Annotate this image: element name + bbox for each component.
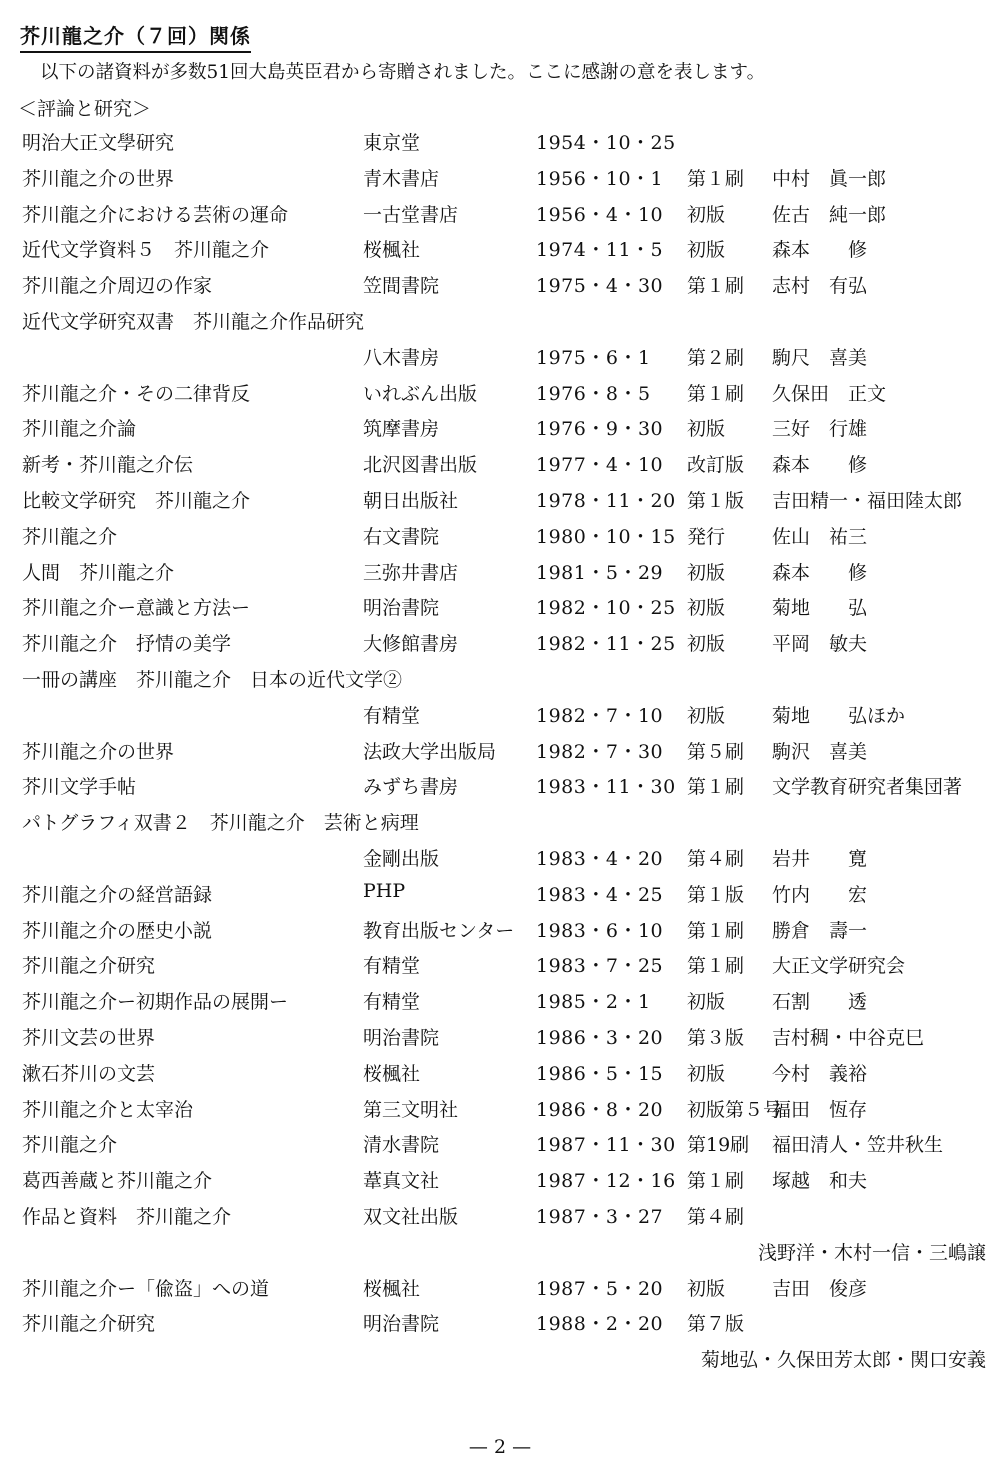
book-publisher: 北沢図書出版 — [363, 454, 478, 477]
book-author: 久保田 正文 — [772, 382, 887, 405]
book-date: 1983・4・25 — [536, 883, 664, 906]
book-publisher: 第三文明社 — [363, 1098, 459, 1121]
book-edition: 初版 — [687, 633, 726, 656]
book-publisher: 教育出版センター — [363, 919, 515, 942]
book-publisher: 桜楓社 — [363, 1062, 421, 1085]
book-edition: 第１刷 — [687, 1170, 745, 1193]
book-row — [0, 339, 1000, 375]
book-publisher: PHP — [363, 879, 406, 902]
book-row — [0, 1019, 1000, 1055]
book-publisher: 一古堂書店 — [363, 203, 459, 226]
book-title: 葛西善蔵と芥川龍之介 — [22, 1170, 213, 1193]
book-date: 1978・11・20 — [536, 489, 676, 512]
book-title: 芥川龍之介の世界 — [22, 740, 175, 763]
book-publisher: 大修館書房 — [363, 633, 459, 656]
book-date: 1981・5・29 — [536, 561, 664, 584]
book-title: 一冊の講座 芥川龍之介 日本の近代文学② — [22, 668, 403, 691]
book-publisher: 明治書院 — [363, 1026, 440, 1049]
book-row — [0, 375, 1000, 411]
book-title: 芥川龍之介研究 — [22, 955, 156, 978]
book-date: 1988・2・20 — [536, 1313, 664, 1336]
book-title: 芥川龍之介ー意識と方法ー — [22, 597, 251, 620]
book-row — [0, 124, 1000, 160]
book-author: 菊地 弘 — [772, 597, 868, 620]
book-publisher: 法政大学出版局 — [363, 740, 497, 763]
book-row — [0, 446, 1000, 482]
book-date: 1983・4・20 — [536, 847, 664, 870]
book-author: 菊地弘・久保田芳太郎・関口安義 — [700, 1349, 986, 1372]
book-author: 大正文学研究会 — [772, 955, 906, 978]
author-continuation-row — [0, 1234, 1000, 1270]
book-edition: 初版 — [687, 1062, 726, 1085]
book-edition: 初版 — [687, 561, 726, 584]
book-date: 1982・10・25 — [536, 597, 676, 620]
book-row — [0, 661, 1000, 697]
book-publisher: 右文書院 — [363, 525, 440, 548]
book-row — [0, 160, 1000, 196]
book-date: 1983・7・25 — [536, 955, 664, 978]
book-edition: 第１刷 — [687, 776, 745, 799]
book-publisher: 有精堂 — [363, 704, 421, 727]
book-date: 1983・11・30 — [536, 776, 676, 799]
book-row — [0, 410, 1000, 446]
book-publisher: 東京堂 — [363, 132, 421, 154]
book-edition: 初版 — [687, 418, 726, 441]
book-title: 芥川文芸の世界 — [22, 1026, 156, 1049]
book-author: 平岡 敏夫 — [772, 633, 868, 656]
book-author: 駒尺 喜美 — [772, 346, 868, 369]
book-edition: 初版第５号 — [687, 1098, 783, 1121]
book-publisher: 三弥井書店 — [363, 561, 459, 584]
book-author: 森本 修 — [772, 454, 868, 477]
book-edition: 第１版 — [687, 883, 745, 906]
book-author: 吉田精一・福田陸太郎 — [772, 489, 963, 512]
book-edition: 初版 — [687, 704, 726, 727]
book-row — [0, 804, 1000, 840]
book-publisher: 明治書院 — [363, 1313, 440, 1336]
section-heading: ＜評論と研究＞ — [18, 98, 152, 120]
book-title: 芥川龍之介ー初期作品の展開ー — [22, 991, 289, 1014]
book-row — [0, 196, 1000, 232]
book-author: 福田清人・笠井秋生 — [772, 1134, 944, 1157]
book-publisher: 桜楓社 — [363, 1277, 421, 1300]
book-date: 1982・7・10 — [536, 704, 664, 727]
book-edition: 第１刷 — [687, 955, 745, 978]
book-author: 吉村稠・中谷克巳 — [772, 1026, 925, 1049]
book-date: 1977・4・10 — [536, 454, 664, 477]
book-title: 芥川龍之介研究 — [22, 1313, 156, 1336]
book-row — [0, 1198, 1000, 1234]
book-row — [0, 912, 1000, 948]
book-edition: 初版 — [687, 991, 726, 1014]
book-publisher: 金剛出版 — [363, 847, 440, 870]
book-author: 吉田 俊彦 — [772, 1277, 868, 1300]
book-date: 1983・6・10 — [536, 919, 664, 942]
book-edition: 初版 — [687, 597, 726, 620]
book-date: 1956・10・1 — [536, 167, 664, 190]
book-title: 芥川龍之介の経営語録 — [22, 883, 213, 906]
book-author: 竹内 宏 — [772, 883, 868, 906]
book-author: 駒沢 喜美 — [772, 740, 868, 763]
book-publisher: 有精堂 — [363, 955, 421, 978]
book-author: 志村 有弘 — [772, 275, 868, 298]
book-publisher: 清水書院 — [363, 1134, 440, 1157]
book-publisher: 葦真文社 — [363, 1170, 440, 1193]
book-edition: 第１刷 — [687, 382, 745, 405]
book-date: 1987・11・30 — [536, 1134, 676, 1157]
book-row — [0, 1270, 1000, 1306]
book-author: 勝倉 壽一 — [772, 919, 868, 942]
book-author: 森本 修 — [772, 239, 868, 262]
book-publisher: 有精堂 — [363, 991, 421, 1014]
book-date: 1985・2・1 — [536, 991, 651, 1014]
book-author: 福田 恆存 — [772, 1098, 868, 1121]
book-edition: 改訂版 — [687, 454, 745, 477]
book-title: 近代文学資料５ 芥川龍之介 — [22, 239, 270, 262]
book-row — [0, 1162, 1000, 1198]
book-author: 佐古 純一郎 — [772, 203, 887, 226]
book-title: 作品と資料 芥川龍之介 — [22, 1205, 232, 1228]
book-row — [0, 840, 1000, 876]
book-publisher: 青木書店 — [363, 167, 440, 190]
book-edition: 初版 — [687, 239, 726, 262]
book-edition: 第４刷 — [687, 847, 745, 870]
book-edition: 第３版 — [687, 1026, 745, 1049]
book-publisher: 八木書房 — [363, 346, 440, 369]
book-date: 1975・4・30 — [536, 275, 664, 298]
book-author: 文学教育研究者集団著 — [772, 776, 963, 799]
book-row — [0, 231, 1000, 267]
book-date: 1987・3・27 — [536, 1205, 664, 1228]
book-publisher: 双文社出版 — [363, 1205, 459, 1228]
book-author: 石割 透 — [772, 991, 868, 1014]
book-date: 1974・11・5 — [536, 239, 664, 262]
book-title: 芥川龍之介 — [22, 525, 118, 548]
book-title: 芥川龍之介の世界 — [22, 167, 175, 190]
page-number: — 2 — — [468, 1436, 532, 1458]
book-author: 佐山 祐三 — [772, 525, 868, 548]
book-author: 今村 義裕 — [772, 1062, 868, 1085]
book-author: 浅野洋・木村一信・三嶋譲 — [757, 1241, 986, 1264]
book-date: 1954・10・25 — [536, 132, 676, 154]
book-edition: 初版 — [687, 1277, 726, 1300]
book-title: 近代文学研究双書 芥川龍之介作品研究 — [22, 310, 365, 333]
book-edition: 第２刷 — [687, 346, 745, 369]
book-row — [0, 303, 1000, 339]
book-date: 1982・7・30 — [536, 740, 664, 763]
book-row — [0, 267, 1000, 303]
book-row — [0, 768, 1000, 804]
book-title: 芥川龍之介 — [22, 1134, 118, 1157]
book-row — [0, 1091, 1000, 1127]
book-row — [0, 1055, 1000, 1091]
book-row — [0, 1126, 1000, 1162]
book-title: 芥川龍之介 抒情の美学 — [22, 633, 232, 656]
book-author: 森本 修 — [772, 561, 868, 584]
book-edition: 第７版 — [687, 1313, 745, 1336]
book-title: 芥川龍之介ー「偸盗」への道 — [22, 1277, 270, 1300]
book-date: 1956・4・10 — [536, 203, 664, 226]
book-edition: 第１版 — [687, 489, 745, 512]
book-row — [0, 947, 1000, 983]
book-author: 岩井 寛 — [772, 847, 868, 870]
book-date: 1986・5・15 — [536, 1062, 664, 1085]
book-title: 人間 芥川龍之介 — [22, 561, 175, 584]
book-title: 芥川龍之介における芸術の運命 — [22, 203, 289, 226]
book-row — [0, 589, 1000, 625]
book-row — [0, 482, 1000, 518]
book-row — [0, 554, 1000, 590]
book-title: パトグラフィ双書２ 芥川龍之介 芸術と病理 — [22, 812, 419, 835]
book-publisher: いれぶん出版 — [363, 382, 478, 405]
book-title: 比較文学研究 芥川龍之介 — [22, 489, 251, 512]
book-publisher: みずち書房 — [363, 776, 459, 799]
book-date: 1976・8・5 — [536, 382, 651, 405]
book-author: 三好 行雄 — [772, 418, 868, 441]
book-title: 芥川龍之介論 — [22, 418, 137, 441]
book-edition: 第１刷 — [687, 275, 745, 298]
book-row — [0, 733, 1000, 769]
book-edition: 第19刷 — [687, 1134, 750, 1157]
book-edition: 第５刷 — [687, 740, 745, 763]
book-date: 1987・12・16 — [536, 1170, 676, 1193]
book-row — [0, 625, 1000, 661]
book-row — [0, 983, 1000, 1019]
book-author: 中村 眞一郎 — [772, 167, 887, 190]
book-edition: 第１刷 — [687, 919, 745, 942]
book-title: 芥川龍之介と太宰治 — [22, 1098, 194, 1121]
book-title: 芥川龍之介周辺の作家 — [22, 275, 213, 298]
book-publisher: 桜楓社 — [363, 239, 421, 262]
intro-text: 以下の諸資料が多数51回大島英臣君から寄贈されました。ここに感謝の意を表します。 — [40, 62, 766, 83]
book-publisher: 朝日出版社 — [363, 489, 459, 512]
book-title: 芥川龍之介の歴史小説 — [22, 919, 213, 942]
book-date: 1987・5・20 — [536, 1277, 664, 1300]
book-author: 菊地 弘ほか — [772, 704, 906, 727]
book-row — [0, 697, 1000, 733]
page-title: 芥川龍之介（７回）関係 — [20, 20, 251, 53]
book-date: 1975・6・1 — [536, 346, 651, 369]
book-title: 明治大正文學研究 — [22, 132, 175, 154]
book-title: 芥川龍之介・その二律背反 — [22, 382, 251, 405]
book-author: 塚越 和夫 — [772, 1170, 868, 1193]
book-date: 1986・8・20 — [536, 1098, 664, 1121]
book-date: 1980・10・15 — [536, 525, 676, 548]
book-publisher: 筑摩書房 — [363, 418, 440, 441]
book-publisher: 笠間書院 — [363, 275, 440, 298]
book-edition: 第４刷 — [687, 1205, 745, 1228]
author-continuation-row — [0, 1341, 1000, 1377]
book-list — [0, 124, 1000, 1377]
book-row — [0, 1305, 1000, 1341]
book-row — [0, 518, 1000, 554]
book-title: 芥川文学手帖 — [22, 776, 137, 799]
book-edition: 第１刷 — [687, 167, 745, 190]
book-date: 1986・3・20 — [536, 1026, 664, 1049]
book-edition: 発行 — [687, 525, 726, 548]
book-date: 1976・9・30 — [536, 418, 664, 441]
book-title: 新考・芥川龍之介伝 — [22, 454, 194, 477]
book-edition: 初版 — [687, 203, 726, 226]
book-publisher: 明治書院 — [363, 597, 440, 620]
book-date: 1982・11・25 — [536, 633, 676, 656]
book-title: 漱石芥川の文芸 — [22, 1062, 156, 1085]
book-row — [0, 876, 1000, 912]
